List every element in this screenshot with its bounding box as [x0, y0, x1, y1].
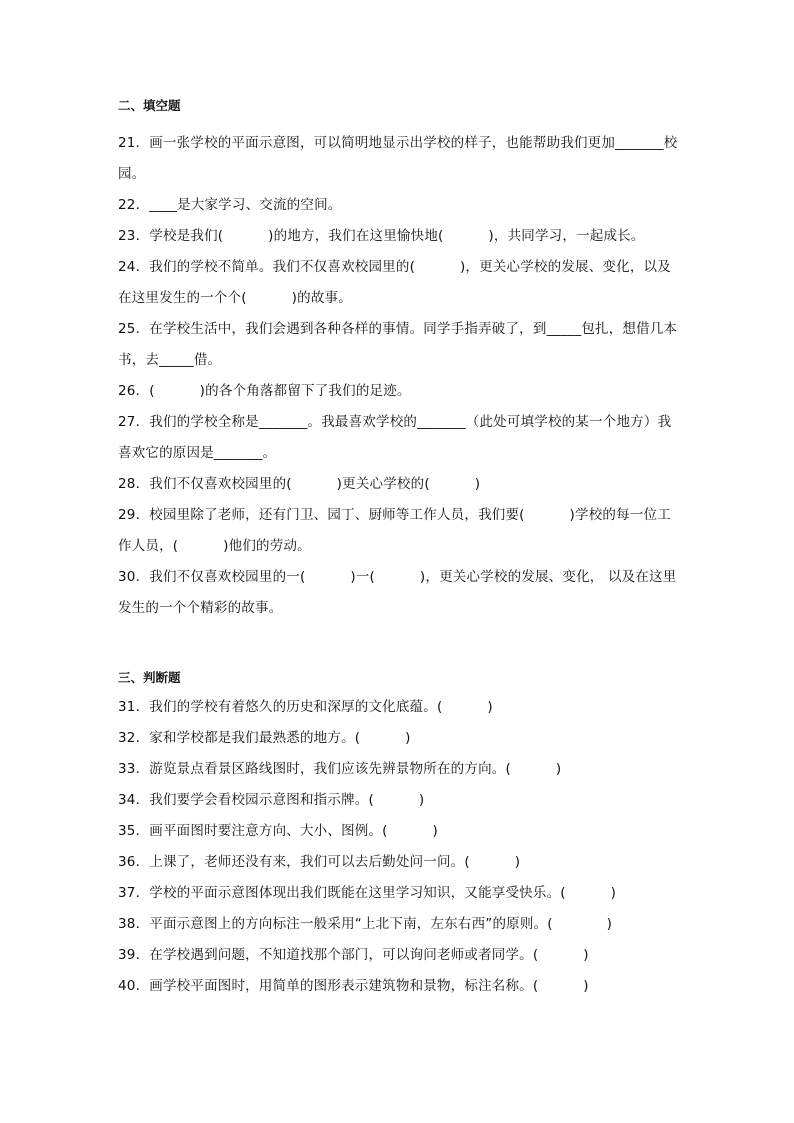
question-27: 27．我们的学校全称是_______。我最喜欢学校的_______（此处可填学校的某一个地方）我喜欢它的原因是_______。: [118, 414, 672, 461]
question-33: 33．游览景点看景区路线图时，我们应该先辨景物所在的方向。( ): [118, 761, 562, 777]
question-29: 29．校园里除了老师，还有门卫、园丁、厨师等工作人员，我们要( )学校的每一位工作人员，( )他们的劳动。: [118, 507, 671, 554]
question-22: 22．____是大家学习、交流的空间。: [118, 197, 342, 213]
question-28: 28．我们不仅喜欢校园里的( )更关心学校的( ): [118, 476, 481, 492]
question-26: 26．( )的各个角落都留下了我们的足迹。: [118, 383, 411, 399]
question-37: 37．学校的平面示意图体现出我们既能在这里学习知识，又能享受快乐。( ): [118, 885, 617, 901]
question-40: 40．画学校平面图时，用简单的图形表示建筑物和景物，标注名称。( ): [118, 978, 589, 994]
question-38: 38．平面示意图上的方向标注一般采用“上北下南，左东右西”的原则。( ): [118, 916, 613, 932]
question-35: 35．画平面图时要注意方向、大小、图例。( ): [118, 823, 439, 839]
question-23: 23．学校是我们( )的地方，我们在这里愉快地( )，共同学习，一起成长。: [118, 228, 645, 244]
question-25: 25．在学校生活中，我们会遇到各种各样的事情。同学手指弄破了，到_____包扎，想借几本书，去_____借。: [118, 321, 678, 368]
section-true-false: [118, 668, 684, 1002]
question-36: 36．上课了，老师还没有来，我们可以去后勤处问一问。( ): [118, 854, 521, 870]
question-21: 21．画一张学校的平面示意图，可以简明地显示出学校的样子，也能帮助我们更加_______校园。: [118, 135, 678, 182]
section-title: 三、判断题: [118, 670, 181, 685]
section-title: 二、填空题: [118, 98, 181, 113]
section-fill-in-blank: [118, 96, 684, 624]
question-39: 39．在学校遇到问题，不知道找那个部门，可以询问老师或者同学。( ): [118, 947, 589, 963]
question-34: 34．我们要学会看校园示意图和指示牌。( ): [118, 792, 425, 808]
question-32: 32．家和学校都是我们最熟悉的地方。( ): [118, 730, 411, 746]
question-31: 31．我们的学校有着悠久的历史和深厚的文化底蕴。( ): [118, 699, 493, 715]
question-24: 24．我们的学校不简单。我们不仅喜欢校园里的( )，更关心学校的发展、变化，以及在这里发生的一个个( )的故事。: [118, 259, 671, 306]
worksheet-page: [118, 96, 684, 1002]
question-30: 30．我们不仅喜欢校园里的一( )一( )，更关心学校的发展、变化， 以及在这里发生的一个个精彩的故事。: [118, 569, 677, 616]
